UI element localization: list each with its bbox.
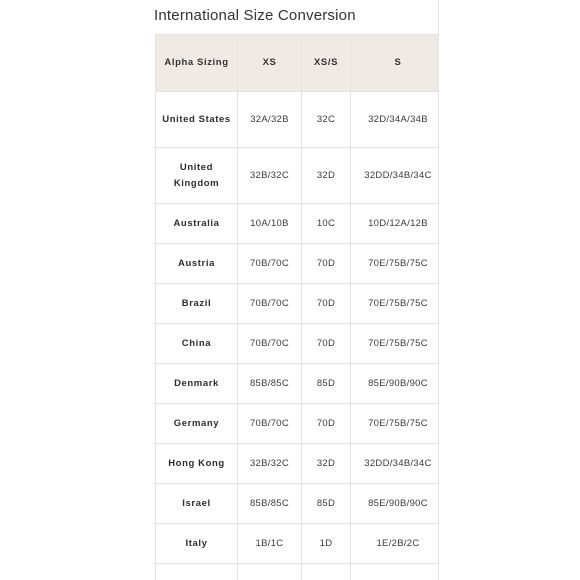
row-label: Australia — [156, 204, 238, 244]
table-cell: 1E/2B/2C — [351, 524, 439, 564]
table-row — [156, 324, 439, 364]
table-cell: 1B/1C — [238, 524, 302, 564]
row-label: United States — [156, 92, 238, 148]
table-row — [156, 444, 439, 484]
size-conversion-table — [155, 34, 438, 580]
header-cell-s: S — [351, 35, 439, 92]
table-cell — [302, 564, 351, 580]
table-cell: 85D — [302, 484, 351, 524]
table-row — [156, 564, 439, 580]
row-label: China — [156, 324, 238, 364]
table-cell: 32B/32C — [238, 444, 302, 484]
table-cell: 32D/34A/34B — [351, 92, 439, 148]
table-cell: 70B/70C — [238, 324, 302, 364]
table-cell: 70E/75B/75C — [351, 404, 439, 444]
table-cell: 32B/32C — [238, 148, 302, 204]
table-row — [156, 284, 439, 324]
header-row — [156, 35, 439, 92]
page-title: International Size Conversion — [154, 7, 356, 24]
row-label: Austria — [156, 244, 238, 284]
table-cell: 70E/75B/75C — [351, 244, 439, 284]
table-cell — [238, 564, 302, 580]
table-cell: 85E/90B/90C — [351, 364, 439, 404]
table-cell: 32DD/34B/34C — [351, 444, 439, 484]
table-cell: 1D — [302, 524, 351, 564]
header-cell-xs-s: XS/S — [302, 35, 351, 92]
table-cell: 70D — [302, 284, 351, 324]
table-cell — [351, 564, 439, 580]
table-cell: 70E/75B/75C — [351, 324, 439, 364]
table-row — [156, 92, 439, 148]
table-cell: 85E/90B/90C — [351, 484, 439, 524]
table-cell: 32C — [302, 92, 351, 148]
table-cell: 32D — [302, 444, 351, 484]
table-row — [156, 244, 439, 284]
row-label: Italy — [156, 524, 238, 564]
table-cell: 70B/70C — [238, 404, 302, 444]
row-label — [156, 564, 238, 580]
row-label: Israel — [156, 484, 238, 524]
page-edge-divider — [438, 0, 439, 580]
table-cell: 70D — [302, 404, 351, 444]
header-cell-alpha-sizing: Alpha Sizing — [156, 35, 238, 92]
table-cell: 32A/32B — [238, 92, 302, 148]
table-cell: 70D — [302, 324, 351, 364]
table-row — [156, 404, 439, 444]
table-cell: 85D — [302, 364, 351, 404]
table-cell: 10D/12A/12B — [351, 204, 439, 244]
row-label: Brazil — [156, 284, 238, 324]
size-conversion-table-container[interactable] — [155, 34, 438, 580]
table-row — [156, 364, 439, 404]
table-cell: 32D — [302, 148, 351, 204]
table-cell: 70D — [302, 244, 351, 284]
header-cell-xs: XS — [238, 35, 302, 92]
table-cell: 85B/85C — [238, 484, 302, 524]
table-row — [156, 484, 439, 524]
table-cell: 32DD/34B/34C — [351, 148, 439, 204]
table-cell: 85B/85C — [238, 364, 302, 404]
table-row — [156, 148, 439, 204]
table-cell: 70B/70C — [238, 244, 302, 284]
table-row — [156, 204, 439, 244]
row-label: Denmark — [156, 364, 238, 404]
table-cell: 70B/70C — [238, 284, 302, 324]
row-label: United Kingdom — [156, 148, 238, 204]
row-label: Hong Kong — [156, 444, 238, 484]
table-cell: 10A/10B — [238, 204, 302, 244]
table-row — [156, 524, 439, 564]
table-cell: 10C — [302, 204, 351, 244]
row-label: Germany — [156, 404, 238, 444]
table-cell: 70E/75B/75C — [351, 284, 439, 324]
